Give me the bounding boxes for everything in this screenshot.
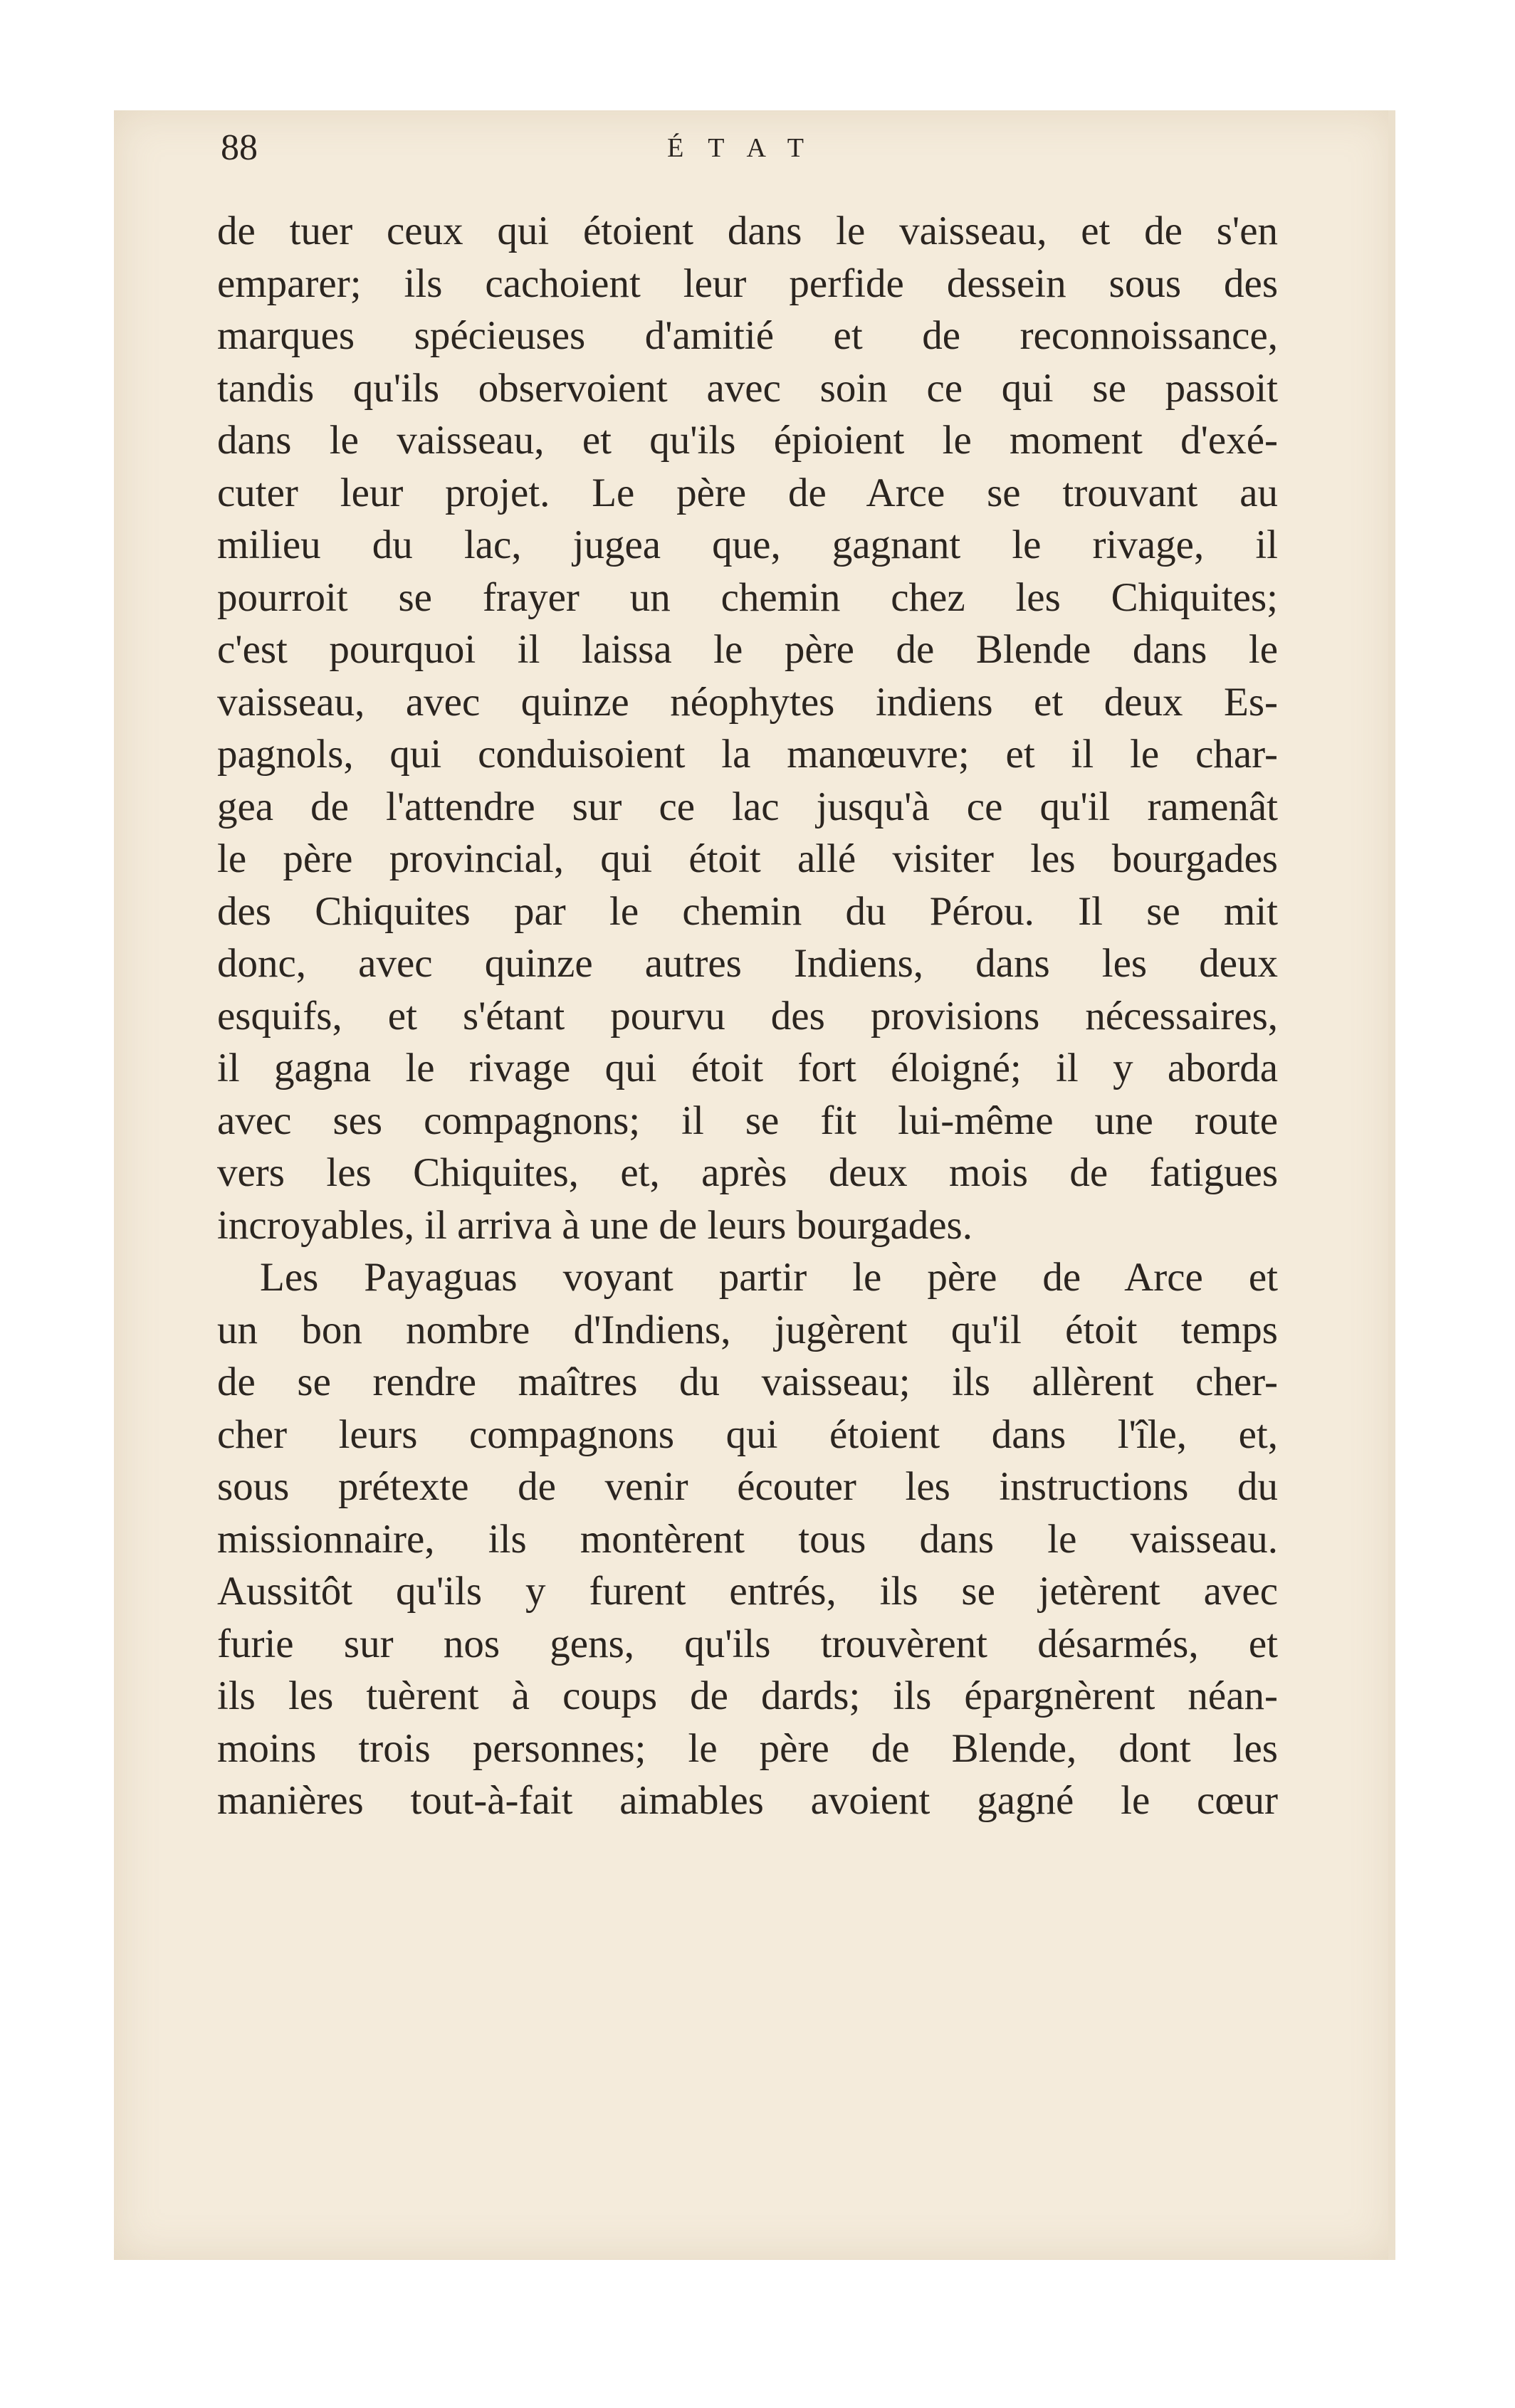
text-line: tandis qu'ils observoient avec soin ce qui se passoit [217, 365, 1278, 411]
text-line: furie sur nos gens, qu'ils trouvèrent désarmés, et [217, 1621, 1278, 1666]
text-line: de tuer ceux qui étoient dans le vaisseau, et de s'en [217, 209, 1278, 253]
text-line: missionnaire, ils montèrent tous dans le vaisseau. [217, 1516, 1278, 1562]
text-line: cuter leur projet. Le père de Arce se trouvant au [217, 470, 1278, 515]
paragraph [217, 205, 1278, 1251]
text-line: il gagna le rivage qui étoit fort éloigné; il y aborda [217, 1046, 1278, 1090]
page-header [221, 127, 1274, 184]
text-line: sous prétexte de venir écouter les instructions du [217, 1464, 1278, 1509]
text-line: vers les Chiquites, et, après deux mois de fatigues [217, 1150, 1278, 1195]
page-number: 88 [221, 127, 258, 168]
paragraph [217, 1251, 1278, 1827]
text-line: cher leurs compagnons qui étoient dans l'île, et, [217, 1411, 1278, 1457]
text-line: moins trois personnes; le père de Blende, dont les [217, 1725, 1278, 1771]
text-line: esquifs, et s'étant pourvu des provisions nécessaires, [217, 993, 1278, 1039]
text-line: marques spécieuses d'amitié et de reconnoissance, [217, 313, 1278, 358]
text-line: milieu du lac, jugea que, gagnant le rivage, il [217, 522, 1278, 567]
text-line: pourroit se frayer un chemin chez les Chiquites; [217, 574, 1278, 620]
text-line: de se rendre maîtres du vaisseau; ils allèrent cher- [217, 1360, 1278, 1404]
text-line: pagnols, qui conduisoient la manœuvre; et il le char- [217, 732, 1278, 777]
running-title: ÉTAT [667, 133, 828, 163]
text-line: emparer; ils cachoient leur perfide dessein sous des [217, 261, 1278, 306]
page-edge [1388, 110, 1395, 2260]
text-line: des Chiquites par le chemin du Pérou. Il se mit [217, 888, 1278, 934]
text-line: avec ses compagnons; il se fit lui-même une route [217, 1098, 1278, 1143]
text-line: vaisseau, avec quinze néophytes indiens et deux Es- [217, 679, 1278, 725]
body-text [217, 205, 1278, 1827]
text-line: donc, avec quinze autres Indiens, dans les deux [217, 941, 1278, 986]
text-line: c'est pourquoi il laissa le père de Blende dans le [217, 627, 1278, 672]
text-line: Les Payaguas voyant partir le père de Arce et [260, 1255, 1278, 1300]
text-line: manières tout-à-fait aimables avoient gagné le cœur [217, 1778, 1278, 1823]
text-line: ils les tuèrent à coups de dards; ils épargnèrent néan- [217, 1673, 1278, 1718]
text-line: gea de l'attendre sur ce lac jusqu'à ce qu'il ramenât [217, 784, 1278, 829]
text-line: le père provincial, qui étoit allé visiter les bourgades [217, 836, 1278, 881]
text-line: Aussitôt qu'ils y furent entrés, ils se jetèrent avec [217, 1569, 1278, 1614]
text-line: dans le vaisseau, et qu'ils épioient le moment d'exé- [217, 418, 1278, 463]
text-line: incroyables, il arriva à une de leurs bourgades. [217, 1202, 973, 1248]
text-line: un bon nombre d'Indiens, jugèrent qu'il étoit temps [217, 1307, 1278, 1352]
